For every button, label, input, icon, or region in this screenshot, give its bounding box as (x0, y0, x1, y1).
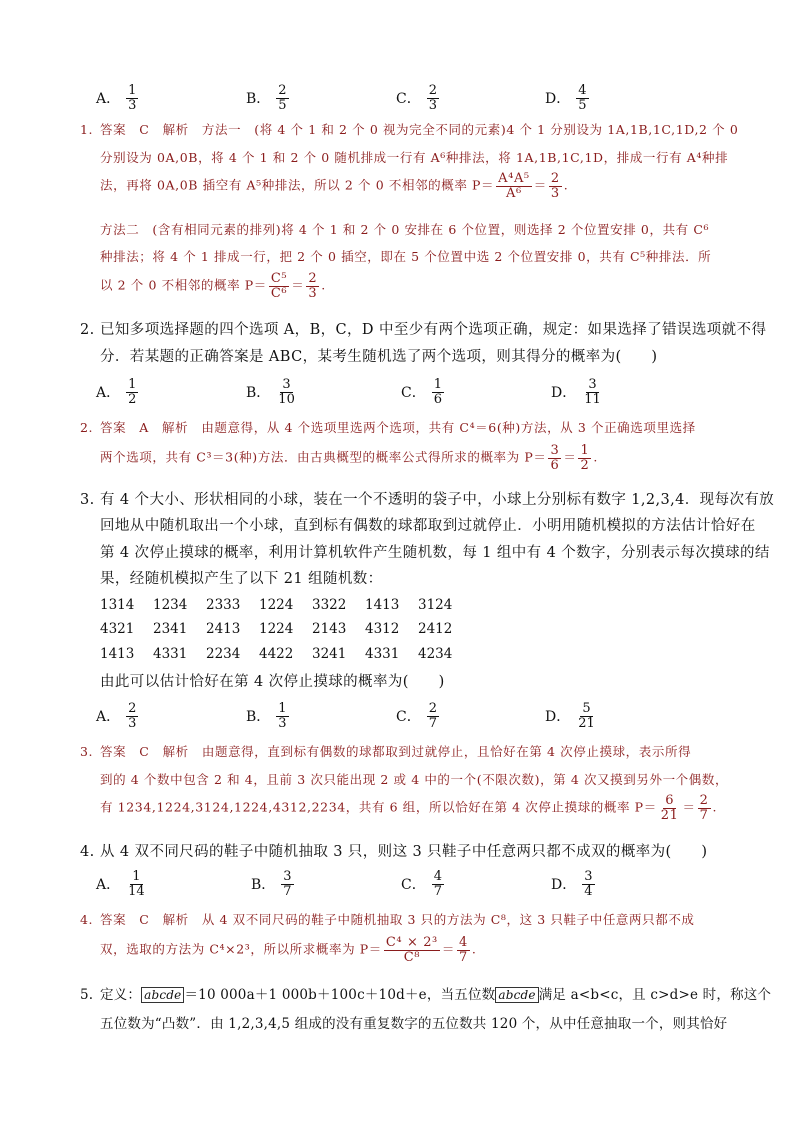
question-2-options (96, 372, 716, 412)
answer-4-line-1: 4. 答案 C 解析 从 4 双不同尺码的鞋子中随机抽取 3 只的方法为 C⁸，这 3 只鞋子中任意两只都不成 (80, 912, 695, 927)
random-number: 4321 (100, 621, 135, 637)
question-3-line-1: 3. 有 4 个大小、形状相同的小球，装在一个不透明的袋子中，小球上分别标有数字 1,2,3,4．现每次有放 (80, 492, 775, 508)
answer-1-line-5: 种排法；将 4 个 1 排成一行，把 2 个 0 插空，即在 5 个位置中选 2 个位置安排 0，共有 C⁵种排法．所 (100, 249, 712, 264)
question-2-line-1: 2. 已知多项选择题的四个选项 A，B，C，D 中至少有两个选项正确，规定：如果选择了错误选项就不得 (80, 322, 767, 338)
option-b: B． $\frac{3}{10}$ (246, 376, 295, 407)
question-3-line-2: 回地从中随机取出一个小球，直到标有偶数的球都取到过就停止．小明用随机模拟的方法估计恰好在 (100, 518, 756, 534)
boxed-number: abcde (495, 987, 538, 1003)
option-c: C． $\frac{2}{7}$ (396, 700, 437, 731)
question-3-line-4: 果，经随机模拟产生了以下 21 组随机数： (100, 571, 383, 587)
option-b: B． $\frac{2}{5}$ (246, 82, 287, 113)
random-number: 2143 (312, 621, 347, 637)
option-d: D． $\frac{4}{5}$ (545, 82, 587, 113)
option-a: A． $\frac{1}{3}$ (96, 82, 137, 113)
random-number: 2413 (206, 621, 241, 637)
answer-1-line-3: 法，再将 0A,0B 插空有 A⁵种排法，所以 2 个 0 不相邻的概率 P＝ $\frac{\text{A⁴A⁵}}{\text{A⁶}}$ ＝ $\frac{2}{3}$ . (100, 171, 569, 201)
question-2-line-2: 分．若某题的正确答案是 ABC，某考生随机选了两个选项，则其得分的概率为( ) (100, 349, 658, 365)
question-3-line-3: 第 4 次停止摸球的概率，利用计算机软件产生随机数，每 1 组中有 4 个数字，分别表示每次摸球的结 (100, 545, 770, 561)
answer-2-line-2: 两个选项，共有 C³＝3(种)方法．由古典概型的概率公式得所求的概率为 P＝ $\frac{3}{6}$ ＝ $\frac{1}{2}$ . (100, 443, 598, 473)
option-c: C． $\frac{4}{7}$ (401, 868, 442, 899)
top-options (96, 78, 716, 118)
random-number: 3322 (312, 597, 347, 613)
random-number: 1234 (153, 597, 188, 613)
answer-1-line-1: 1. 答案 C 解析 方法一 (将 4 个 1 和 2 个 0 视为完全不同的元素)4 个 1 分别设为 1A,1B,1C,1D,2 个 0 (80, 122, 739, 137)
answer-4-line-2: 双，选取的方法为 C⁴×2³，所以所求概率为 P＝ $\frac{\text{C⁴ × 2³}}{\text{C⁸}}$ ＝ $\frac{4}{7}$ . (100, 935, 477, 965)
random-number: 1413 (100, 646, 135, 662)
option-a: A． $\frac{1}{14}$ (96, 868, 145, 899)
boxed-number: abcde (141, 987, 184, 1003)
random-number: 3241 (312, 646, 347, 662)
random-number: 4422 (259, 646, 294, 662)
option-c: C． $\frac{2}{3}$ (396, 82, 437, 113)
random-number: 3124 (418, 597, 453, 613)
random-number: 2333 (206, 597, 241, 613)
random-number: 2412 (418, 621, 453, 637)
random-number: 1413 (365, 597, 400, 613)
random-number: 2341 (153, 621, 188, 637)
random-number: 1224 (259, 597, 294, 613)
option-c: C． $\frac{1}{6}$ (401, 376, 442, 407)
question-3-options (96, 696, 716, 736)
option-d: D． $\frac{5}{21}$ (545, 700, 595, 731)
random-number: 4331 (365, 646, 400, 662)
random-row-1 (100, 597, 471, 613)
answer-3-line-2: 到的 4 个数中包含 2 和 4，且前 3 次只能出现 2 或 4 中的一个(不限次数)，第 4 次又摸到另外一个偶数， (100, 772, 729, 787)
option-a: A． $\frac{2}{3}$ (96, 700, 137, 731)
random-row-3 (100, 646, 471, 662)
question-5-line-2: 五位数为“凸数”．由 1,2,3,4,5 组成的没有重复数字的五位数共 120 个，从中任意抽取一个，则其恰好 (100, 1016, 728, 1032)
random-number: 4234 (418, 646, 453, 662)
question-4-options (96, 864, 716, 904)
question-3-line-5: 由此可以估计恰好在第 4 次停止摸球的概率为( ) (100, 674, 445, 690)
option-b: B． $\frac{3}{7}$ (251, 868, 292, 899)
random-number: 4331 (153, 646, 188, 662)
random-number: 1314 (100, 597, 135, 613)
option-b: B． $\frac{1}{3}$ (246, 700, 287, 731)
answer-1-line-6: 以 2 个 0 不相邻的概率 P＝ $\frac{\text{C⁵}}{\text{C⁶}}$ ＝ $\frac{2}{3}$ . (100, 271, 326, 301)
question-4-line-1: 4. 从 4 双不同尺码的鞋子中随机抽取 3 只，则这 3 只鞋子中任意两只都不成双的概率为( ) (80, 844, 708, 860)
option-d: D． $\frac{3}{4}$ (551, 868, 593, 899)
answer-1-line-4: 方法二 (含有相同元素的排列)将 4 个 1 和 2 个 0 安排在 6 个位置，则选择 2 个位置安排 0，共有 C⁶ (100, 222, 710, 237)
option-a: A． $\frac{1}{2}$ (96, 376, 137, 407)
answer-3-line-3: 有 1234,1224,3124,1224,4312,2234，共有 6 组，所以恰好在第 4 次停止摸球的概率 P＝ $\frac{6}{21}$ ＝ $\frac{2}{7}$ . (100, 793, 718, 823)
answer-1-line-2: 分别设为 0A,0B，将 4 个 1 和 2 个 0 随机排成一行有 A⁶种排法，将 1A,1B,1C,1D，排成一行有 A⁴种排 (100, 150, 729, 165)
random-row-2 (100, 621, 471, 637)
random-number: 4312 (365, 621, 400, 637)
answer-3-line-1: 3. 答案 C 解析 由题意得，直到标有偶数的球都取到过就停止，且恰好在第 4 次停止摸球，表示所得 (80, 744, 692, 759)
random-number: 1224 (259, 621, 294, 637)
answer-2-line-1: 2. 答案 A 解析 由题意得，从 4 个选项里选两个选项，共有 C⁴＝6(种)方法，从 3 个正确选项里选择 (80, 420, 696, 435)
question-5-line-1: 5. 定义： abcde ＝10 000a＋1 000b＋100c＋10d＋e，当五位数 abcde 满足 a<b<c，且 c>d>e 时，称这个 (80, 987, 772, 1003)
random-number: 2234 (206, 646, 241, 662)
option-d: D． $\frac{3}{11}$ (551, 376, 601, 407)
